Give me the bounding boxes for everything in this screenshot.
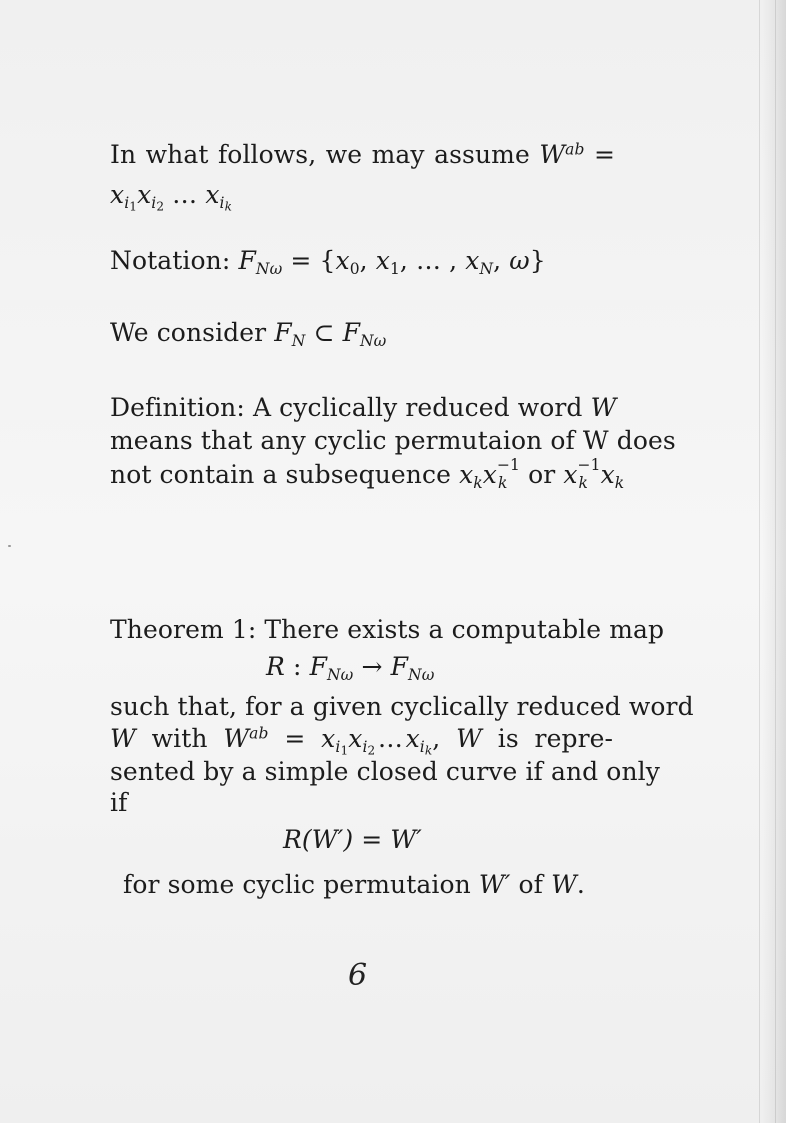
theorem-equation: R(W′) = W′ <box>283 825 422 854</box>
page-edge-line <box>775 0 776 1123</box>
scan-speck <box>8 545 11 547</box>
page-number: 6 <box>348 958 368 993</box>
page-edge-shadow <box>762 0 786 1123</box>
theorem-line-3: such that, for a given cyclically reduced word <box>110 692 694 721</box>
definition-line-1: Definition: A cyclically reduced word W <box>110 393 617 422</box>
page-edge-line <box>759 0 760 1123</box>
consider-line: We consider $F_N$ ⊂ $F_{N\omega}$ <box>110 318 387 350</box>
theorem-line-4: W with $W^{ab} = x_{i1}x_{i2}$ … $x_{ik}$, W is repre- <box>110 724 614 758</box>
theorem-line-8: for some cyclic permutaion W′ of W. <box>123 870 585 899</box>
definition-line-2: means that any cyclic permutaion of W does <box>110 426 676 455</box>
theorem-line-6: if <box>110 788 128 817</box>
notation-line: Notation: $F_{N\omega} = \{x_0$, $x_1$, … , $x_N$, ω} <box>110 246 546 278</box>
theorem-map-line: R : $F_{N\omega} \to F_{N\omega}$ <box>266 652 435 684</box>
definition-line-3: not contain a subsequence $x_kx$ −1 k or x −1 k $x_k$ <box>110 456 625 492</box>
paragraph-assume-line-1: In what follows, we may assume $W^{ab}$ = <box>110 140 616 169</box>
paragraph-assume-line-2: $x_{i1}x_{i2}$ … $x_{ik}$ <box>110 180 233 214</box>
theorem-line-1: Theorem 1: There exists a computable map <box>110 615 665 644</box>
theorem-line-5: sented by a simple closed curve if and only <box>110 757 660 786</box>
